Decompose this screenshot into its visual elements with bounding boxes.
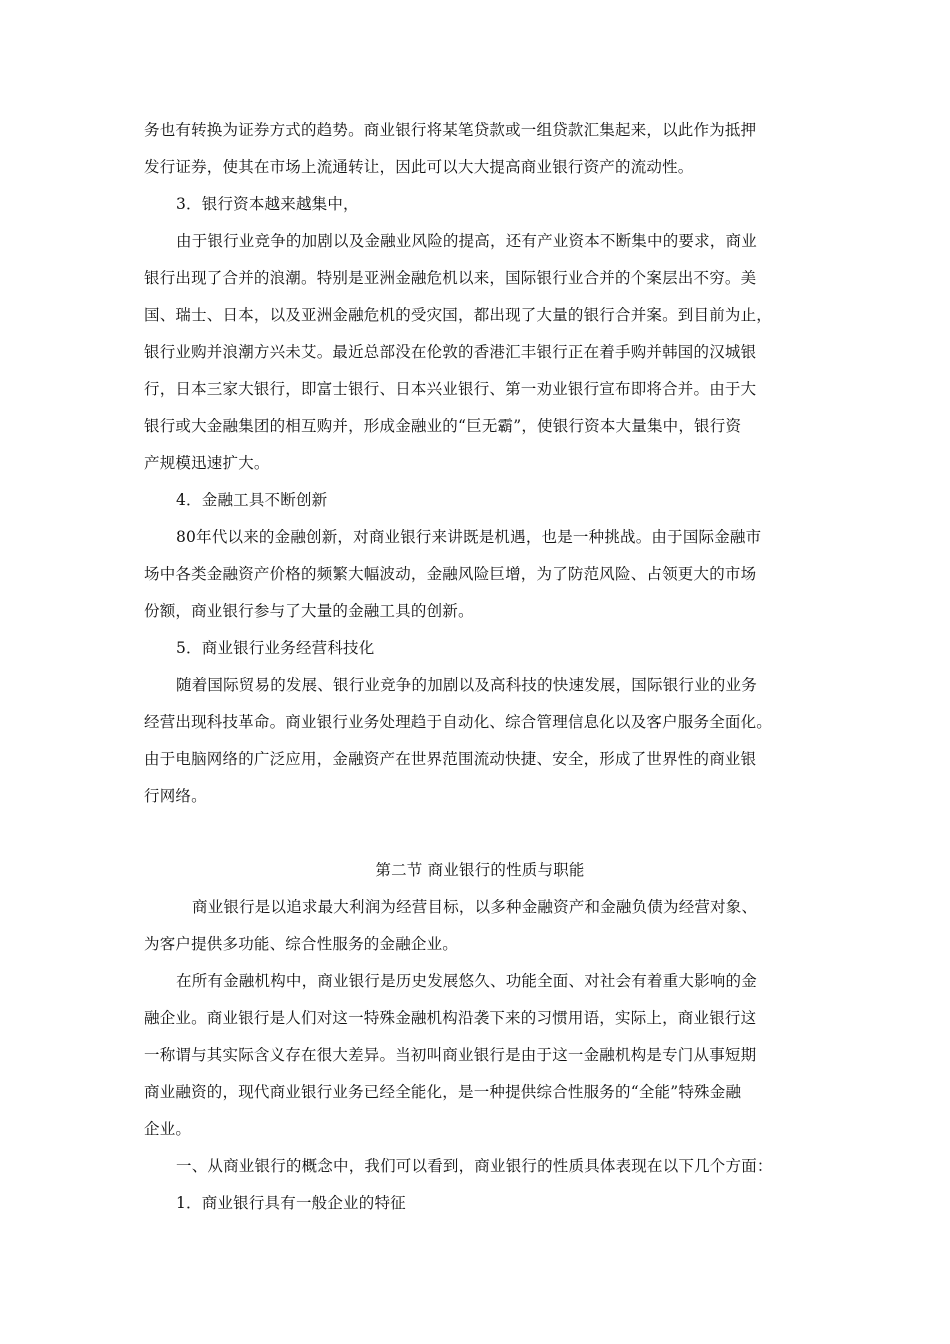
text-line: 银行出现了合并的浪潮。特别是亚洲金融危机以来，国际银行业合并的个案层出不穷。美 <box>144 269 757 287</box>
list-item-heading: 4．金融工具不断创新 <box>176 491 328 509</box>
text-line: 产规模迅速扩大。 <box>144 454 270 472</box>
text-line: 为客户提供多功能、综合性服务的金融企业。 <box>144 935 459 953</box>
text-line: 行，日本三家大银行，即富士银行、日本兴业银行、第一劝业银行宣布即将合并。由于大 <box>144 380 757 398</box>
text-line: 商业融资的，现代商业银行业务已经全能化，是一种提供综合性服务的“全能”特殊金融 <box>144 1083 742 1101</box>
text-line: 发行证券，使其在市场上流通转让，因此可以大大提高商业银行资产的流动性。 <box>144 158 694 176</box>
text-line: 在所有金融机构中，商业银行是历史发展悠久、功能全面、对社会有着重大影响的金 <box>176 972 757 990</box>
text-line: 由于电脑网络的广泛应用，金融资产在世界范围流动快捷、安全，形成了世界性的商业银 <box>144 750 757 768</box>
list-item-heading: 1．商业银行具有一般企业的特征 <box>176 1194 406 1212</box>
text-line: 行网络。 <box>144 787 207 805</box>
text-line: 一、从商业银行的概念中，我们可以看到，商业银行的性质具体表现在以下几个方面： <box>176 1157 773 1175</box>
text-line: 融企业。商业银行是人们对这一特殊金融机构沿袭下来的习惯用语，实际上，商业银行这 <box>144 1009 757 1027</box>
section-heading: 第二节 商业银行的性质与职能 <box>375 861 585 879</box>
text-line: 银行或大金融集团的相互购并，形成金融业的“巨无霸”，使银行资本大量集中，银行资 <box>144 417 742 435</box>
text-line: 随着国际贸易的发展、银行业竞争的加剧以及高科技的快速发展，国际银行业的业务 <box>176 676 757 694</box>
text-line: 务也有转换为证券方式的趋势。商业银行将某笔贷款或一组贷款汇集起来，以此作为抵押 <box>144 121 757 139</box>
text-line: 由于银行业竞争的加剧以及金融业风险的提高，还有产业资本不断集中的要求，商业 <box>176 232 757 250</box>
list-item-heading: 5．商业银行业务经营科技化 <box>176 639 375 657</box>
text-line: 商业银行是以追求最大利润为经营目标，以多种金融资产和金融负债为经营对象、 <box>192 898 758 916</box>
text-line: 经营出现科技革命。商业银行业务处理趋于自动化、综合管理信息化以及客户服务全面化。 <box>144 713 773 731</box>
text-line: 银行业购并浪潮方兴未艾。最近总部没在伦敦的香港汇丰银行正在着手购并韩国的汉城银 <box>144 343 757 361</box>
text-line: 一称谓与其实际含义存在很大差异。当初叫商业银行是由于这一金融机构是专门从事短期 <box>144 1046 757 1064</box>
blank-line <box>144 815 808 852</box>
list-item-heading: 3．银行资本越来越集中， <box>176 195 359 213</box>
text-line: 国、瑞士、日本，以及亚洲金融危机的受灾国，都出现了大量的银行合并案。到目前为止， <box>144 306 773 324</box>
text-line: 企业。 <box>144 1120 192 1138</box>
text-line: 80年代以来的金融创新，对商业银行来讲既是机遇，也是一种挑战。由于国际金融市 <box>176 528 762 546</box>
text-line: 份额，商业银行参与了大量的金融工具的创新。 <box>144 602 474 620</box>
document-body <box>144 112 808 1222</box>
text-line: 场中各类金融资产价格的频繁大幅波动，金融风险巨增，为了防范风险、占领更大的市场 <box>144 565 757 583</box>
